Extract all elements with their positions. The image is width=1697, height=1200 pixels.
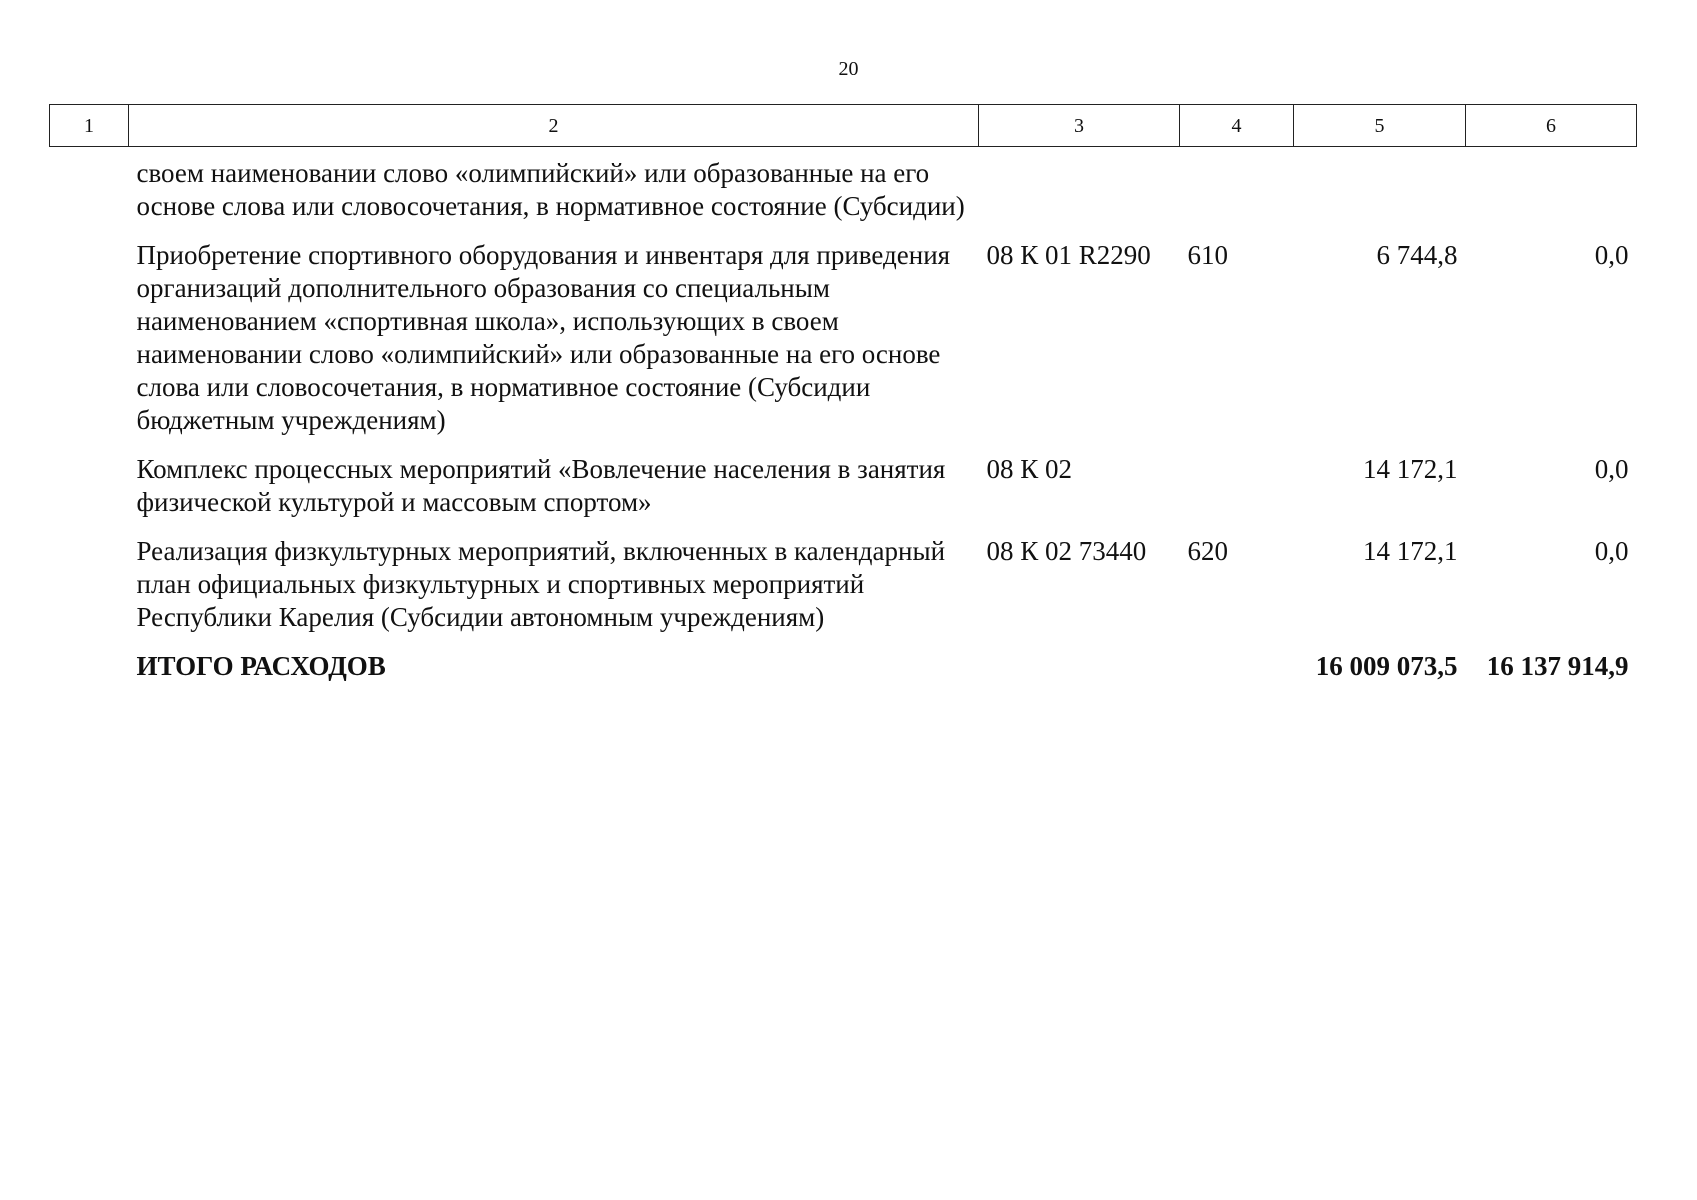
amount1-cell: [1294, 147, 1466, 240]
row-index-cell: [50, 453, 129, 535]
amount2-cell: 0,0: [1594, 454, 1629, 484]
amount2-cell: 0,0: [1594, 536, 1629, 566]
code-cell: [979, 650, 1180, 699]
expenditure-table: [49, 104, 1637, 699]
row-index-cell: [50, 147, 129, 240]
description-cell: своем наименовании слово «олимпийский» или образованные на его основе слова или словосочетания, в нормативное состояние (Субсидии): [136, 158, 965, 221]
amount1-cell: 14 172,1: [1363, 454, 1458, 484]
table-row: [50, 147, 1637, 240]
row-index-cell: [50, 535, 129, 650]
amount1-cell: 14 172,1: [1363, 536, 1458, 566]
amount2-cell: 0,0: [1594, 240, 1629, 270]
description-cell: Приобретение спортивного оборудования и инвентаря для приведения организаций дополнительного образования со специальным наименованием «спортивная школа», использующих в своем наименовании слово «олимпийский» или образованные на его основе слова или словосочетания, в нормативное состояние (Субсидии бюджетным учреждениям): [136, 240, 951, 435]
type-cell: [1180, 147, 1294, 240]
column-header-1: 1: [50, 105, 129, 147]
description-cell: Комплекс процессных мероприятий «Вовлечение населения в занятия физической культурой и массовым спортом»: [136, 454, 946, 517]
table-row: [50, 535, 1637, 650]
column-header-3: 3: [979, 105, 1180, 147]
description-cell: Реализация физкультурных мероприятий, включенных в календарный план официальных физкультурных и спортивных мероприятий Республики Карелия (Субсидии автономным учреждениям): [136, 536, 946, 632]
column-header-6: 6: [1466, 105, 1637, 147]
column-number-header: [50, 105, 1637, 147]
type-cell: [1180, 650, 1294, 699]
table-row: [50, 453, 1637, 535]
type-cell: 610: [1187, 240, 1228, 270]
row-index-cell: [50, 650, 129, 699]
column-header-2: 2: [129, 105, 979, 147]
page-number: 20: [838, 58, 859, 80]
type-cell: 620: [1187, 536, 1228, 566]
total-label: ИТОГО РАСХОДОВ: [136, 651, 386, 681]
column-header-5: 5: [1294, 105, 1466, 147]
column-header-4: 4: [1180, 105, 1294, 147]
code-cell: 08 К 01 R2290: [986, 240, 1151, 270]
row-index-cell: [50, 239, 129, 453]
table-row: [50, 239, 1637, 453]
type-cell: [1180, 453, 1294, 535]
code-cell: 08 К 02: [986, 454, 1073, 484]
amount2-cell: [1466, 147, 1637, 240]
total-row: [50, 650, 1637, 699]
total-amount2: 16 137 914,9: [1486, 651, 1629, 681]
amount1-cell: 6 744,8: [1376, 240, 1458, 270]
code-cell: 08 К 02 73440: [986, 536, 1147, 566]
total-amount1: 16 009 073,5: [1315, 651, 1458, 681]
code-cell: [979, 147, 1180, 240]
